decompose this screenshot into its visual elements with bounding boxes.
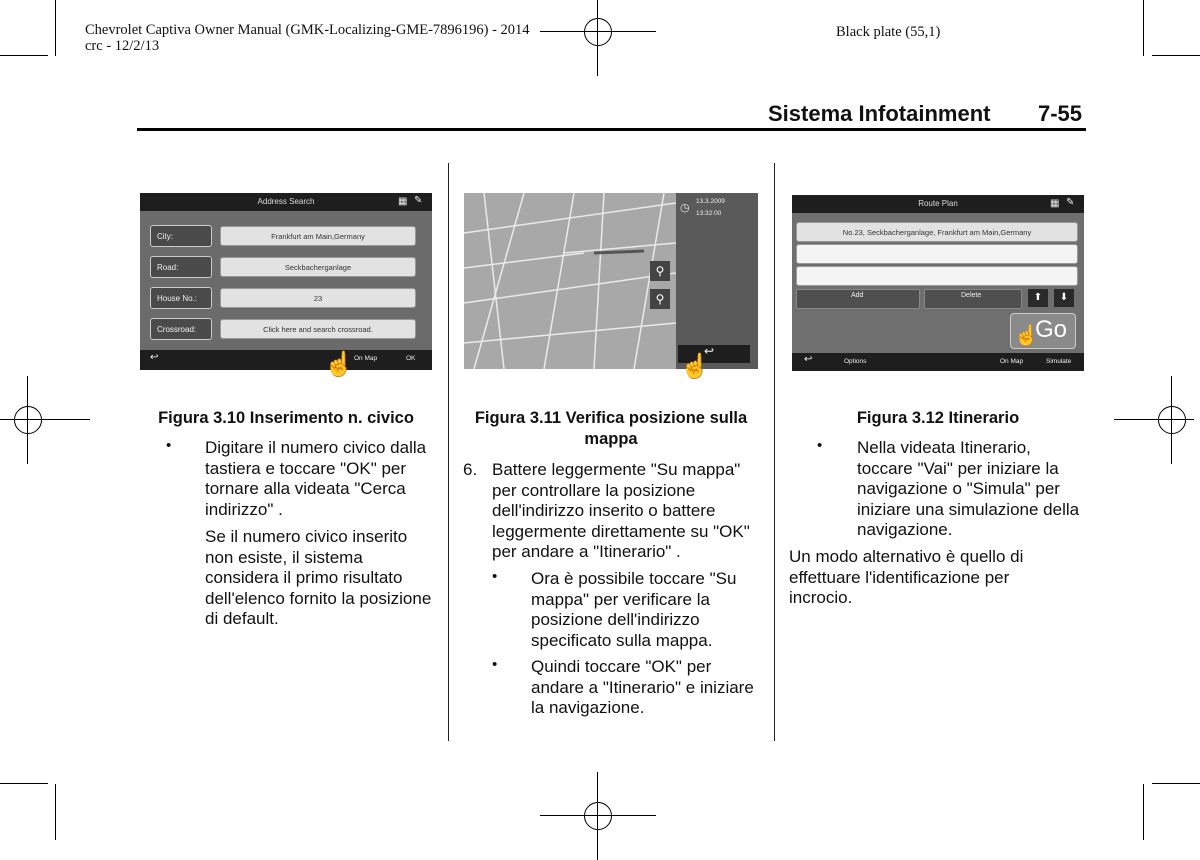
- delete-label: Delete: [961, 292, 982, 299]
- bullet-glyph: •: [817, 437, 823, 454]
- keyboard-icon: ▦: [1050, 198, 1060, 209]
- figure-route-plan: [792, 195, 1084, 371]
- hand-pointer-icon: ☝: [680, 353, 710, 380]
- crop-mark: [1152, 55, 1200, 56]
- move-down-icon[interactable]: ⬇: [1054, 289, 1074, 307]
- registration-mark-bottom: [576, 794, 620, 838]
- settings-icon: ✎: [1066, 197, 1075, 208]
- bullet-glyph: •: [492, 568, 498, 585]
- map-time: 13:32:00: [696, 210, 722, 217]
- crop-mark: [0, 55, 48, 56]
- col3-bullet-text: Nella videata Itinerario, toccare "Vai" per iniziare la navigazione o "Simula" per iniziare una simulazione della navigazione.: [857, 438, 1080, 539]
- zoom-in-icon[interactable]: ⚲: [650, 261, 670, 281]
- screen-title: Route Plan: [918, 199, 958, 208]
- crossroad-field[interactable]: Click here and search crossroad.: [220, 319, 416, 339]
- keyboard-icon: ▦: [398, 196, 408, 207]
- add-label: Add: [851, 292, 864, 299]
- step-number: 6.: [463, 460, 478, 479]
- figure-caption: Figura 3.10 Inserimento n. civico: [158, 409, 414, 427]
- settings-icon: ✎: [414, 195, 423, 206]
- column-divider: [774, 163, 775, 741]
- city-label: City:: [150, 225, 212, 247]
- move-up-icon[interactable]: ⬆: [1028, 289, 1048, 307]
- route-empty-field[interactable]: [796, 266, 1078, 286]
- house-number-label: House No.:: [150, 287, 212, 309]
- road-field[interactable]: Seckbacherganlage: [220, 257, 416, 277]
- delete-button[interactable]: [924, 289, 1022, 309]
- header-doc-info: [85, 22, 530, 54]
- on-map-button[interactable]: On Map: [1000, 358, 1024, 365]
- col2-bullet-text: Quindi toccare "OK" per andare a "Itinerario" e iniziare la navigazione.: [531, 657, 754, 717]
- map-back-icon[interactable]: ↩: [704, 344, 715, 358]
- crop-mark: [1152, 783, 1200, 784]
- figure-address-search: [140, 193, 432, 370]
- header-rule: [137, 128, 1086, 131]
- screen-title: Address Search: [257, 197, 315, 206]
- step-text: Battere leggermente "Su mappa" per controllare la posizione dell'indirizzo inserito o battere leggermente direttamente su "OK" per andare a "Itinerario" .: [492, 460, 750, 561]
- back-icon[interactable]: ↩: [804, 354, 813, 365]
- column-divider: [448, 163, 449, 741]
- map-roads: [464, 193, 676, 369]
- screen-bottom-bar: [140, 350, 432, 370]
- col2-bullet-text: Ora è possibile toccare "Su mappa" per verificare la posizione dell'indirizzo specificato sulla mappa.: [531, 569, 737, 650]
- header-plate: Black plate (55,1): [836, 24, 941, 40]
- crop-mark: [55, 0, 56, 56]
- options-button[interactable]: Options: [844, 358, 867, 365]
- crop-mark: [1143, 784, 1144, 840]
- ok-button[interactable]: OK: [406, 355, 416, 362]
- go-label: Go: [1035, 316, 1068, 343]
- back-icon[interactable]: ↩: [150, 352, 159, 363]
- route-entry-field[interactable]: No.23, Seckbacherganlage, Frankfurt am Main,Germany: [796, 222, 1078, 242]
- screen-bottom-bar: [792, 353, 1084, 371]
- crop-mark: [55, 784, 56, 840]
- screen-title-bar: [140, 193, 432, 211]
- figure-map-view: [464, 193, 758, 369]
- clock-icon: ◷: [680, 202, 690, 214]
- registration-mark-left: [6, 398, 50, 442]
- house-number-field[interactable]: 23: [220, 288, 416, 308]
- page-number: 7-55: [1038, 101, 1083, 126]
- map-date: 13.3.2009: [696, 198, 725, 205]
- bullet-glyph: •: [492, 656, 498, 673]
- zoom-out-icon[interactable]: ⚲: [650, 289, 670, 309]
- on-map-button[interactable]: On Map: [354, 355, 378, 362]
- col1-note: Se il numero civico inserito non esiste, il sistema considera il primo risultato dell'elenco fornito la posizione di default.: [205, 527, 432, 628]
- route-empty-field[interactable]: [796, 244, 1078, 264]
- add-button[interactable]: [796, 289, 920, 309]
- simulate-button[interactable]: Simulate: [1046, 358, 1072, 365]
- crop-mark: [1143, 0, 1144, 56]
- hand-pointer-icon: ☝: [324, 351, 354, 378]
- figure-caption: Figura 3.12 Itinerario: [856, 409, 1020, 427]
- header-doc-line1: Chevrolet Captiva Owner Manual (GMK-Localizing-GME-7896196) - 2014: [85, 22, 530, 38]
- registration-mark-top: [576, 10, 620, 54]
- crossroad-label: Crossroad:: [150, 318, 212, 340]
- crop-mark: [0, 783, 48, 784]
- city-field[interactable]: Frankfurt am Main,Germany: [220, 226, 416, 246]
- registration-mark-right: [1150, 398, 1194, 442]
- figure-caption: Figura 3.11 Verifica posizione sulla mappa: [474, 409, 748, 448]
- col1-bullet-text: Digitare il numero civico dalla tastiera e toccare "OK" per tornare alla videata "Cerca indirizzo" .: [205, 438, 427, 519]
- col3-paragraph: Un modo alternativo è quello di effettuare l'identificazione per incrocio.: [789, 547, 1024, 607]
- bullet-glyph: •: [166, 437, 172, 454]
- section-title: Sistema Infotainment: [768, 101, 991, 126]
- header-doc-line2: crc - 12/2/13: [85, 38, 160, 54]
- road-label: Road:: [150, 256, 212, 278]
- screen-title-bar: [792, 195, 1084, 213]
- hand-pointer-icon: ☝: [1014, 325, 1039, 347]
